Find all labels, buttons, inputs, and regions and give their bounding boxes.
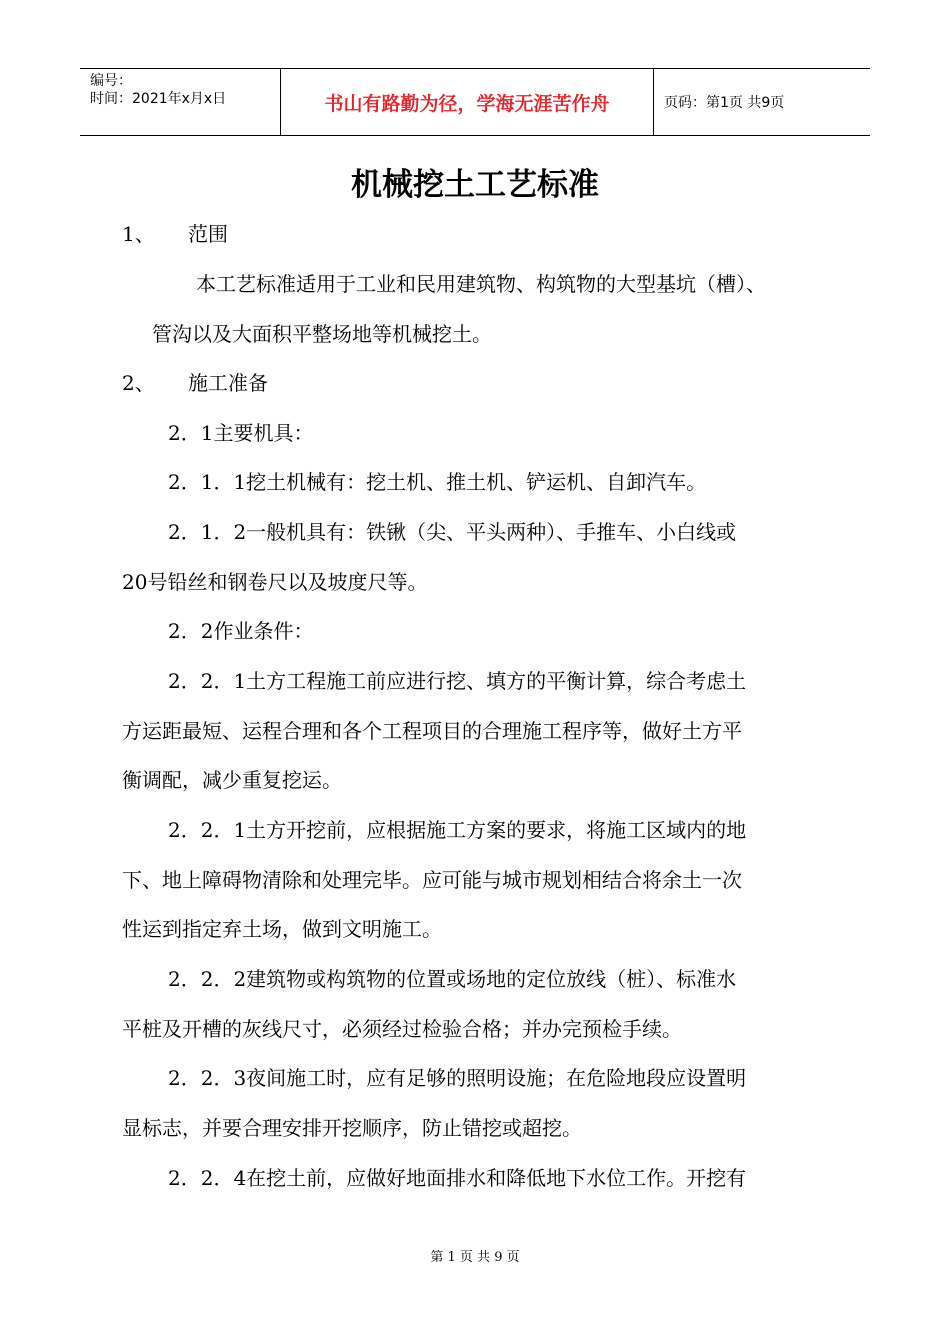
page-footer: 第 1 页 共 9 页 (430, 1250, 520, 1265)
paragraph-line: 2．2．4在挖土前，应做好地面排水和降低地下水位工作。开挖有 (168, 1166, 747, 1190)
section-number: 2、 (122, 371, 155, 395)
header-motto: 书山有路勤为径，学海无涯苦作舟 (281, 69, 654, 135)
document-header (80, 68, 870, 136)
subsection-heading: 2．2作业条件： (168, 619, 314, 643)
header-page-info: 页码：第1页 共9页 (664, 95, 785, 111)
paragraph-line: 20号铅丝和钢卷尺以及坡度尺等。 (122, 570, 428, 594)
document-number-label: 编号： (90, 73, 132, 89)
paragraph-line: 2．2．3夜间施工时，应有足够的照明设施；在危险地段应设置明 (168, 1066, 747, 1090)
subsection-heading: 2．1主要机具： (168, 421, 314, 445)
document-title: 机械挖土工艺标准 (351, 167, 599, 203)
paragraph-line: 管沟以及大面积平整场地等机械挖土。 (152, 322, 492, 346)
paragraph-line: 2．1．2一般机具有：铁锹（尖、平头两种）、手推车、小白线或 (168, 520, 737, 544)
paragraph-line: 性运到指定弃土场，做到文明施工。 (122, 917, 442, 941)
paragraph-line: 2．1．1挖土机械有：挖土机、推土机、铲运机、自卸汽车。 (168, 470, 707, 494)
paragraph-line: 衡调配，减少重复挖运。 (122, 768, 342, 792)
paragraph-line: 2．2．2建筑物或构筑物的位置或场地的定位放线（桩）、标准水 (168, 967, 737, 991)
section-number: 1、 (122, 222, 155, 246)
header-meta (80, 69, 281, 135)
paragraph-line: 2．2．1土方工程施工前应进行挖、填方的平衡计算，综合考虑土 (168, 669, 747, 693)
paragraph-line: 本工艺标准适用于工业和民用建筑物、构筑物的大型基坑（槽）、 (196, 272, 766, 296)
paragraph-line: 方运距最短、运程合理和各个工程项目的合理施工程序等，做好土方平 (122, 719, 742, 743)
section-title: 范围 (188, 222, 228, 246)
section-heading-2 (122, 368, 268, 398)
paragraph-line: 显标志，并要合理安排开挖顺序，防止错挖或超挖。 (122, 1116, 582, 1140)
paragraph-line: 下、地上障碍物清除和处理完毕。应可能与城市规划相结合将余土一次 (122, 868, 742, 892)
paragraph-line: 2．2．1土方开挖前，应根据施工方案的要求，将施工区域内的地 (168, 818, 747, 842)
document-time-label: 时间：2021年x月x日 (90, 91, 227, 107)
paragraph-line: 平桩及开槽的灰线尺寸，必须经过检验合格；并办完预检手续。 (122, 1017, 682, 1041)
section-heading-1 (122, 219, 228, 249)
section-title: 施工准备 (188, 371, 268, 395)
